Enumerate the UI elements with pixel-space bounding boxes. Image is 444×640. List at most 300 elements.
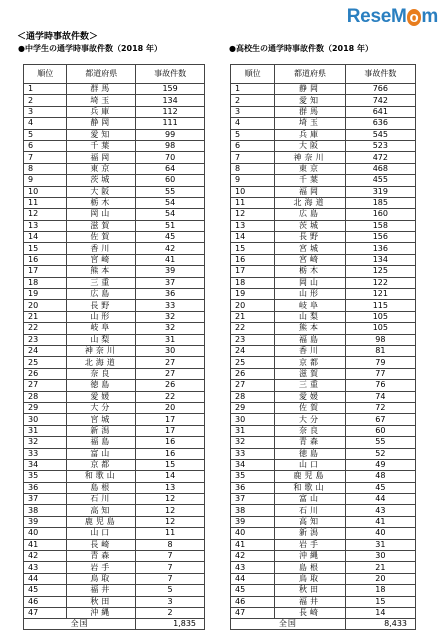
- count-cell: 81: [345, 345, 415, 356]
- count-cell: 27: [136, 368, 205, 379]
- count-cell: 48: [345, 471, 415, 482]
- prefecture-cell: 富山: [67, 448, 136, 459]
- count-cell: 472: [345, 152, 415, 163]
- table-row: [231, 232, 416, 243]
- header-count: 事故件数: [136, 65, 205, 84]
- prefecture-cell: 香川: [67, 243, 136, 254]
- count-cell: 64: [136, 163, 205, 174]
- prefecture-cell: 山形: [67, 311, 136, 322]
- rank-cell: 29: [24, 402, 67, 413]
- table-row: [24, 220, 205, 231]
- table-row: [24, 402, 205, 413]
- table-row: [231, 345, 416, 356]
- prefecture-cell: 大分: [67, 402, 136, 413]
- count-cell: 98: [136, 140, 205, 151]
- count-cell: 134: [345, 254, 415, 265]
- rank-cell: 12: [24, 209, 67, 220]
- prefecture-cell: 三重: [275, 380, 345, 391]
- prefecture-cell: 島根: [275, 562, 345, 573]
- prefecture-cell: 鳥取: [275, 573, 345, 584]
- prefecture-cell: 千葉: [275, 175, 345, 186]
- prefecture-cell: 宮城: [67, 414, 136, 425]
- table-row: [231, 311, 416, 322]
- count-cell: 7: [136, 551, 205, 562]
- rank-cell: 43: [24, 562, 67, 573]
- table-row: [24, 368, 205, 379]
- rank-cell: 29: [231, 402, 275, 413]
- prefecture-cell: 新潟: [275, 528, 345, 539]
- rank-cell: 5: [231, 129, 275, 140]
- prefecture-cell: 岐阜: [67, 323, 136, 334]
- count-cell: 27: [136, 357, 205, 368]
- table-row: [24, 414, 205, 425]
- table-row: [231, 459, 416, 470]
- prefecture-cell: 北海道: [275, 197, 345, 208]
- rank-cell: 31: [231, 425, 275, 436]
- count-cell: 52: [345, 448, 415, 459]
- table-row: [24, 562, 205, 573]
- table-row: [231, 129, 416, 140]
- rank-cell: 34: [231, 459, 275, 470]
- count-cell: 39: [136, 266, 205, 277]
- count-cell: 2: [136, 607, 205, 618]
- count-cell: 17: [136, 425, 205, 436]
- rank-cell: 18: [231, 277, 275, 288]
- total-row: [231, 619, 416, 630]
- prefecture-cell: 愛知: [67, 129, 136, 140]
- table-row: [24, 152, 205, 163]
- prefecture-cell: 徳島: [67, 380, 136, 391]
- table-row: [231, 106, 416, 117]
- count-cell: 319: [345, 186, 415, 197]
- prefecture-cell: 静岡: [67, 118, 136, 129]
- rank-cell: 26: [231, 368, 275, 379]
- rank-cell: 12: [231, 209, 275, 220]
- table-row: [231, 414, 416, 425]
- rank-cell: 26: [24, 368, 67, 379]
- rank-cell: 4: [231, 118, 275, 129]
- table-row: [24, 391, 205, 402]
- count-cell: 45: [136, 232, 205, 243]
- prefecture-cell: 京都: [275, 357, 345, 368]
- middle-table-body: [24, 84, 205, 630]
- count-cell: 72: [345, 402, 415, 413]
- count-cell: 125: [345, 266, 415, 277]
- table-row: [24, 232, 205, 243]
- prefecture-cell: 山梨: [275, 311, 345, 322]
- rank-cell: 20: [231, 300, 275, 311]
- prefecture-cell: 奈良: [67, 368, 136, 379]
- table-row: [231, 197, 416, 208]
- table-row: [24, 437, 205, 448]
- table-row: [24, 459, 205, 470]
- table-row: [24, 243, 205, 254]
- count-cell: 67: [345, 414, 415, 425]
- count-cell: 74: [345, 391, 415, 402]
- rank-cell: 25: [24, 357, 67, 368]
- rank-cell: 30: [24, 414, 67, 425]
- prefecture-cell: 鹿児島: [275, 471, 345, 482]
- rank-cell: 43: [231, 562, 275, 573]
- prefecture-cell: 鹿児島: [67, 516, 136, 527]
- prefecture-cell: 愛媛: [67, 391, 136, 402]
- rank-cell: 38: [24, 505, 67, 516]
- prefecture-cell: 岩手: [275, 539, 345, 550]
- header-rank: 順位: [231, 65, 275, 84]
- rank-cell: 31: [24, 425, 67, 436]
- count-cell: 12: [136, 516, 205, 527]
- prefecture-cell: 福島: [275, 334, 345, 345]
- rank-cell: 39: [231, 516, 275, 527]
- table-row: [24, 573, 205, 584]
- table-row: [231, 471, 416, 482]
- total-label: 全国: [24, 619, 136, 630]
- rank-cell: 30: [231, 414, 275, 425]
- total-row: [24, 619, 205, 630]
- count-cell: 31: [136, 334, 205, 345]
- count-cell: 20: [345, 573, 415, 584]
- table-row: [24, 300, 205, 311]
- table-row: [231, 539, 416, 550]
- count-cell: 160: [345, 209, 415, 220]
- rank-cell: 45: [24, 585, 67, 596]
- rank-cell: 20: [24, 300, 67, 311]
- prefecture-cell: 沖縄: [67, 607, 136, 618]
- prefecture-cell: 埼玉: [67, 95, 136, 106]
- prefecture-cell: 茨城: [67, 175, 136, 186]
- count-cell: 11: [136, 528, 205, 539]
- table-row: [24, 266, 205, 277]
- rank-cell: 2: [24, 95, 67, 106]
- count-cell: 36: [136, 289, 205, 300]
- prefecture-cell: 茨城: [275, 220, 345, 231]
- table-row: [24, 197, 205, 208]
- prefecture-cell: 秋田: [67, 596, 136, 607]
- prefecture-cell: 福井: [275, 596, 345, 607]
- rank-cell: 37: [231, 494, 275, 505]
- prefecture-cell: 愛知: [275, 95, 345, 106]
- table-row: [231, 243, 416, 254]
- table-row: [231, 84, 416, 95]
- prefecture-cell: 石川: [275, 505, 345, 516]
- table-row: [24, 95, 205, 106]
- prefecture-cell: 山口: [275, 459, 345, 470]
- rank-cell: 42: [231, 551, 275, 562]
- prefecture-cell: 佐賀: [275, 402, 345, 413]
- table-row: [231, 368, 416, 379]
- table-row: [24, 345, 205, 356]
- table-row: [24, 175, 205, 186]
- count-cell: 742: [345, 95, 415, 106]
- rank-cell: 3: [231, 106, 275, 117]
- prefecture-cell: 滋賀: [275, 368, 345, 379]
- table-row: [231, 357, 416, 368]
- prefecture-cell: 長崎: [275, 607, 345, 618]
- total-value: 8,433: [345, 619, 415, 630]
- count-cell: 60: [345, 425, 415, 436]
- count-cell: 545: [345, 129, 415, 140]
- rank-cell: 27: [24, 380, 67, 391]
- count-cell: 468: [345, 163, 415, 174]
- prefecture-cell: 福岡: [275, 186, 345, 197]
- rank-cell: 7: [24, 152, 67, 163]
- rank-cell: 35: [231, 471, 275, 482]
- table-row: [231, 607, 416, 618]
- table-row: [231, 277, 416, 288]
- table-row: [24, 425, 205, 436]
- table-row: [24, 163, 205, 174]
- count-cell: 98: [345, 334, 415, 345]
- rank-cell: 46: [24, 596, 67, 607]
- table-row: [24, 528, 205, 539]
- count-cell: 70: [136, 152, 205, 163]
- count-cell: 99: [136, 129, 205, 140]
- prefecture-cell: 徳島: [275, 448, 345, 459]
- count-cell: 54: [136, 197, 205, 208]
- rank-cell: 41: [24, 539, 67, 550]
- table-row: [231, 118, 416, 129]
- rank-cell: 19: [231, 289, 275, 300]
- rank-cell: 42: [24, 551, 67, 562]
- table-row: [24, 585, 205, 596]
- table-row: [231, 437, 416, 448]
- count-cell: 136: [345, 243, 415, 254]
- prefecture-cell: 広島: [67, 289, 136, 300]
- table-row: [231, 186, 416, 197]
- table-row: [24, 277, 205, 288]
- table-row: [231, 334, 416, 345]
- count-cell: 20: [136, 402, 205, 413]
- rank-cell: 7: [231, 152, 275, 163]
- prefecture-cell: 京都: [67, 459, 136, 470]
- rank-cell: 24: [24, 345, 67, 356]
- count-cell: 5: [136, 585, 205, 596]
- table-row: [24, 84, 205, 95]
- count-cell: 44: [345, 494, 415, 505]
- table-row: [231, 585, 416, 596]
- count-cell: 12: [136, 505, 205, 516]
- rank-cell: 46: [231, 596, 275, 607]
- prefecture-cell: 宮崎: [275, 254, 345, 265]
- count-cell: 55: [136, 186, 205, 197]
- prefecture-cell: 福岡: [67, 152, 136, 163]
- rank-cell: 22: [24, 323, 67, 334]
- count-cell: 16: [136, 448, 205, 459]
- count-cell: 42: [136, 243, 205, 254]
- main-title: ＜通学時事故件数＞: [17, 32, 99, 42]
- prefecture-cell: 新潟: [67, 425, 136, 436]
- prefecture-cell: 東京: [275, 163, 345, 174]
- prefecture-cell: 神奈川: [67, 345, 136, 356]
- middle-school-table: [23, 64, 205, 630]
- table-row: [24, 118, 205, 129]
- count-cell: 32: [136, 311, 205, 322]
- rank-cell: 28: [231, 391, 275, 402]
- table-row: [24, 551, 205, 562]
- prefecture-cell: 栃木: [67, 197, 136, 208]
- table-row: [231, 254, 416, 265]
- prefecture-cell: 岡山: [67, 209, 136, 220]
- table-row: [231, 163, 416, 174]
- rank-cell: 19: [24, 289, 67, 300]
- prefecture-cell: 長崎: [67, 539, 136, 550]
- prefecture-cell: 福井: [67, 585, 136, 596]
- count-cell: 30: [345, 551, 415, 562]
- rank-cell: 23: [24, 334, 67, 345]
- prefecture-cell: 岐阜: [275, 300, 345, 311]
- total-value: 1,835: [136, 619, 205, 630]
- rank-cell: 6: [24, 140, 67, 151]
- table-row: [24, 129, 205, 140]
- table-row: [231, 516, 416, 527]
- middle-table-header-row: [24, 65, 205, 84]
- table-row: [231, 562, 416, 573]
- rank-cell: 40: [231, 528, 275, 539]
- prefecture-cell: 高知: [275, 516, 345, 527]
- table-row: [231, 152, 416, 163]
- prefecture-cell: 熊本: [67, 266, 136, 277]
- count-cell: 121: [345, 289, 415, 300]
- rank-cell: 22: [231, 323, 275, 334]
- rank-cell: 13: [24, 220, 67, 231]
- count-cell: 766: [345, 84, 415, 95]
- prefecture-cell: 島根: [67, 482, 136, 493]
- table-row: [231, 289, 416, 300]
- table-row: [24, 254, 205, 265]
- table-row: [24, 334, 205, 345]
- table-row: [231, 505, 416, 516]
- count-cell: 156: [345, 232, 415, 243]
- rank-cell: 16: [24, 254, 67, 265]
- count-cell: 60: [136, 175, 205, 186]
- high-school-table: [230, 64, 416, 630]
- rank-cell: 47: [24, 607, 67, 618]
- resemom-logo[interactable]: [347, 6, 438, 28]
- prefecture-cell: 奈良: [275, 425, 345, 436]
- prefecture-cell: 栃木: [275, 266, 345, 277]
- rank-cell: 40: [24, 528, 67, 539]
- count-cell: 18: [345, 585, 415, 596]
- table-row: [231, 95, 416, 106]
- rank-cell: 8: [24, 163, 67, 174]
- prefecture-cell: 宮崎: [67, 254, 136, 265]
- count-cell: 111: [136, 118, 205, 129]
- middle-school-table-title: ●中学生の通学時事故件数（2018 年）: [18, 44, 163, 53]
- rank-cell: 25: [231, 357, 275, 368]
- count-cell: 54: [136, 209, 205, 220]
- count-cell: 77: [345, 368, 415, 379]
- prefecture-cell: 沖縄: [275, 551, 345, 562]
- count-cell: 7: [136, 562, 205, 573]
- logo-o-mark: o: [407, 9, 422, 26]
- count-cell: 122: [345, 277, 415, 288]
- prefecture-cell: 兵庫: [67, 106, 136, 117]
- rank-cell: 33: [24, 448, 67, 459]
- rank-cell: 1: [24, 84, 67, 95]
- table-row: [231, 573, 416, 584]
- count-cell: 51: [136, 220, 205, 231]
- rank-cell: 45: [231, 585, 275, 596]
- prefecture-cell: 東京: [67, 163, 136, 174]
- rank-cell: 13: [231, 220, 275, 231]
- logo-text-c: m: [421, 6, 438, 27]
- table-row: [231, 323, 416, 334]
- table-row: [231, 266, 416, 277]
- table-row: [231, 402, 416, 413]
- count-cell: 43: [345, 505, 415, 516]
- count-cell: 49: [345, 459, 415, 470]
- prefecture-cell: 和歌山: [67, 471, 136, 482]
- count-cell: 41: [136, 254, 205, 265]
- count-cell: 159: [136, 84, 205, 95]
- count-cell: 112: [136, 106, 205, 117]
- rank-cell: 28: [24, 391, 67, 402]
- prefecture-cell: 静岡: [275, 84, 345, 95]
- prefecture-cell: 山梨: [67, 334, 136, 345]
- prefecture-cell: 群馬: [67, 84, 136, 95]
- table-row: [24, 311, 205, 322]
- count-cell: 32: [136, 323, 205, 334]
- rank-cell: 9: [24, 175, 67, 186]
- count-cell: 41: [345, 516, 415, 527]
- rank-cell: 21: [231, 311, 275, 322]
- rank-cell: 4: [24, 118, 67, 129]
- rank-cell: 2: [231, 95, 275, 106]
- prefecture-cell: 富山: [275, 494, 345, 505]
- prefecture-cell: 香川: [275, 345, 345, 356]
- table-row: [231, 209, 416, 220]
- table-row: [231, 528, 416, 539]
- rank-cell: 38: [231, 505, 275, 516]
- prefecture-cell: 山口: [67, 528, 136, 539]
- rank-cell: 1: [231, 84, 275, 95]
- prefecture-cell: 大阪: [275, 140, 345, 151]
- prefecture-cell: 千葉: [67, 140, 136, 151]
- table-row: [231, 391, 416, 402]
- count-cell: 45: [345, 482, 415, 493]
- table-row: [24, 482, 205, 493]
- table-row: [24, 380, 205, 391]
- table-row: [231, 140, 416, 151]
- prefecture-cell: 石川: [67, 494, 136, 505]
- count-cell: 17: [136, 414, 205, 425]
- rank-cell: 17: [24, 266, 67, 277]
- rank-cell: 9: [231, 175, 275, 186]
- count-cell: 523: [345, 140, 415, 151]
- prefecture-cell: 山形: [275, 289, 345, 300]
- rank-cell: 18: [24, 277, 67, 288]
- table-row: [24, 106, 205, 117]
- table-row: [231, 425, 416, 436]
- count-cell: 13: [136, 482, 205, 493]
- count-cell: 115: [345, 300, 415, 311]
- prefecture-cell: 青森: [67, 551, 136, 562]
- count-cell: 21: [345, 562, 415, 573]
- table-row: [231, 220, 416, 231]
- prefecture-cell: 長野: [275, 232, 345, 243]
- prefecture-cell: 岩手: [67, 562, 136, 573]
- rank-cell: 47: [231, 607, 275, 618]
- count-cell: 105: [345, 311, 415, 322]
- rank-cell: 35: [24, 471, 67, 482]
- count-cell: 7: [136, 573, 205, 584]
- table-row: [24, 140, 205, 151]
- count-cell: 22: [136, 391, 205, 402]
- prefecture-cell: 長野: [67, 300, 136, 311]
- prefecture-cell: 北海道: [67, 357, 136, 368]
- rank-cell: 11: [24, 197, 67, 208]
- rank-cell: 27: [231, 380, 275, 391]
